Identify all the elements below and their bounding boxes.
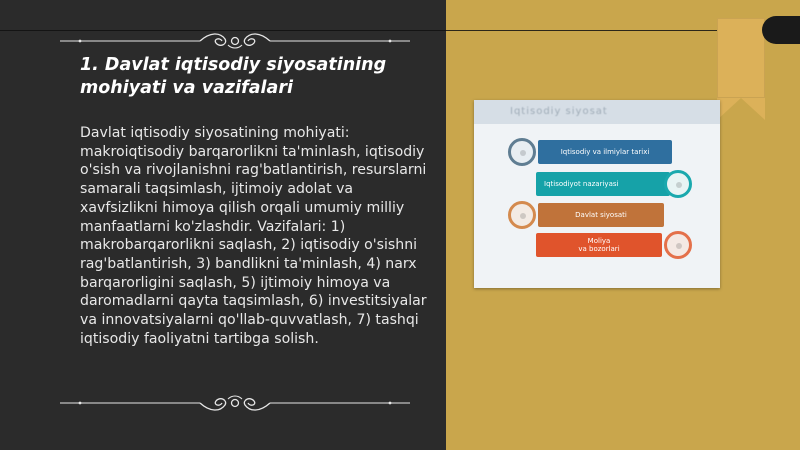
diagram-ring-1: [508, 138, 536, 166]
bookmark-ribbon-icon: [717, 18, 765, 120]
diagram-item-3: Davlat siyosati: [538, 203, 664, 227]
diagram-item-1: Iqtisodiy va ilmiylar tarixi: [538, 140, 672, 164]
diagram-ring-3: [508, 201, 536, 229]
diagram-item-4: [536, 233, 662, 257]
diagram-item-4-line2: va bozorlari: [578, 245, 620, 253]
page-roll-decoration: [762, 16, 800, 44]
diagram-item-4-line1: Moliya: [587, 237, 611, 245]
flourish-divider-top-icon: [60, 30, 410, 52]
diagram-image: [474, 100, 720, 288]
slide-body-text: Davlat iqtisodiy siyosatining mohiyati: makroiqtisodiy barqarorlikni ta'minlash, iqtisodiy o'sish va rivojlanishni rag'batlantirish, resurslarni samarali taqsimlash, ijtimoiy adolat va xavfsizlikni himoya qilish orqali umumiy milliy manfaatlarni ko'zlashdir. Vazifalari: 1) makrobarqarorlikni saqlash, 2) iqtisodiy o'sishni rag'batlantirish, 3) bandlikni ta'minlash, 4) narx barqarorligini saqlash, 5) ijtimoiy himoya va daromadlarni qayta taqsimlash, 6) investitsiyalar va innovatsiyalarni qo'llab-quvvatlash, 7) tashqi iqtisodiy faoliyatni tartibga solish.: [80, 125, 427, 347]
diagram-item-2: Iqtisodiyot nazariyasi: [536, 172, 670, 196]
diagram-header-text: Iqtisodiy siyosat: [510, 106, 608, 117]
slide-title: 1. Davlat iqtisodiy siyosatining mohiyati va vazifalari: [80, 55, 387, 98]
flourish-divider-bottom-icon: [60, 392, 410, 414]
diagram-ring-4: [664, 231, 692, 259]
diagram-ring-2: [664, 170, 692, 198]
